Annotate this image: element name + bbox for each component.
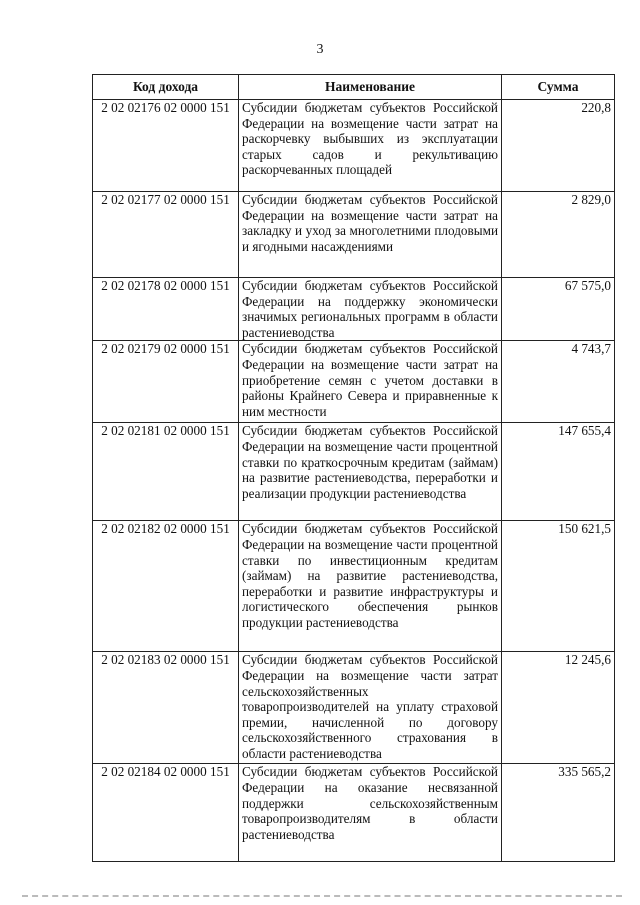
- income-table: [92, 74, 615, 862]
- income-code: 2 02 02183 02 0000 151: [93, 652, 239, 764]
- income-sum: 12 245,6: [502, 652, 615, 764]
- income-code: 2 02 02184 02 0000 151: [93, 764, 239, 862]
- table-row: [93, 341, 615, 423]
- table-row: [93, 278, 615, 341]
- income-sum: 4 743,7: [502, 341, 615, 423]
- page-number: 3: [316, 42, 324, 57]
- table-row: [93, 423, 615, 521]
- income-name: Субсидии бюджетам субъектов Российской Федерации на возмещение части затрат на приобретение семян с учетом доставки в районы Крайнего Севера и приравненные к ним местности: [239, 341, 502, 423]
- table-row: [93, 100, 615, 192]
- income-name: Субсидии бюджетам субъектов Российской Федерации на возмещение части затрат на раскорчевку выбывших из эксплуатации старых садов и рекультивацию раскорчеванных площадей: [239, 100, 502, 192]
- income-sum: 335 565,2: [502, 764, 615, 862]
- income-name: Субсидии бюджетам субъектов Российской Федерации на возмещение части затрат сельскохозяйственных товаропроизводителей на уплату страховой премии, начисленной по договору сельскохозяйственного страхования в области растениеводства: [239, 652, 502, 764]
- header-name: Наименование: [239, 75, 502, 100]
- income-name: Субсидии бюджетам субъектов Российской Федерации на поддержку экономически значимых региональных программ в области растениеводства: [239, 278, 502, 341]
- income-sum: 2 829,0: [502, 192, 615, 278]
- table-header-row: [93, 75, 615, 100]
- table-row: [93, 192, 615, 278]
- income-sum: 147 655,4: [502, 423, 615, 521]
- income-code: 2 02 02179 02 0000 151: [93, 341, 239, 423]
- income-code: 2 02 02181 02 0000 151: [93, 423, 239, 521]
- income-name: Субсидии бюджетам субъектов Российской Федерации на оказание несвязанной поддержки сельскохозяйственным товаропроизводителям в области растениеводства: [239, 764, 502, 862]
- income-sum: 67 575,0: [502, 278, 615, 341]
- income-code: 2 02 02177 02 0000 151: [93, 192, 239, 278]
- income-code: 2 02 02178 02 0000 151: [93, 278, 239, 341]
- income-name: Субсидии бюджетам субъектов Российской Федерации на возмещение части процентной ставки по инвестиционным кредитам (займам) на развитие растениеводства, переработки и развитие инфраструктуры и логистического обеспечения рынков продукции растениеводства: [239, 521, 502, 652]
- header-code: Код дохода: [93, 75, 239, 100]
- income-name: Субсидии бюджетам субъектов Российской Федерации на возмещение части процентной ставки по краткосрочным кредитам (займам) на развитие растениеводства, переработки и реализации продукции растениеводства: [239, 423, 502, 521]
- page-bottom-edge: [22, 895, 622, 897]
- table-row: [93, 521, 615, 652]
- income-code: 2 02 02182 02 0000 151: [93, 521, 239, 652]
- income-sum: 220,8: [502, 100, 615, 192]
- income-code: 2 02 02176 02 0000 151: [93, 100, 239, 192]
- income-sum: 150 621,5: [502, 521, 615, 652]
- income-name: Субсидии бюджетам субъектов Российской Федерации на возмещение части затрат на закладку и уход за многолетними плодовыми и ягодными насаждениями: [239, 192, 502, 278]
- header-sum: Сумма: [502, 75, 615, 100]
- table-row: [93, 764, 615, 862]
- table-row: [93, 652, 615, 764]
